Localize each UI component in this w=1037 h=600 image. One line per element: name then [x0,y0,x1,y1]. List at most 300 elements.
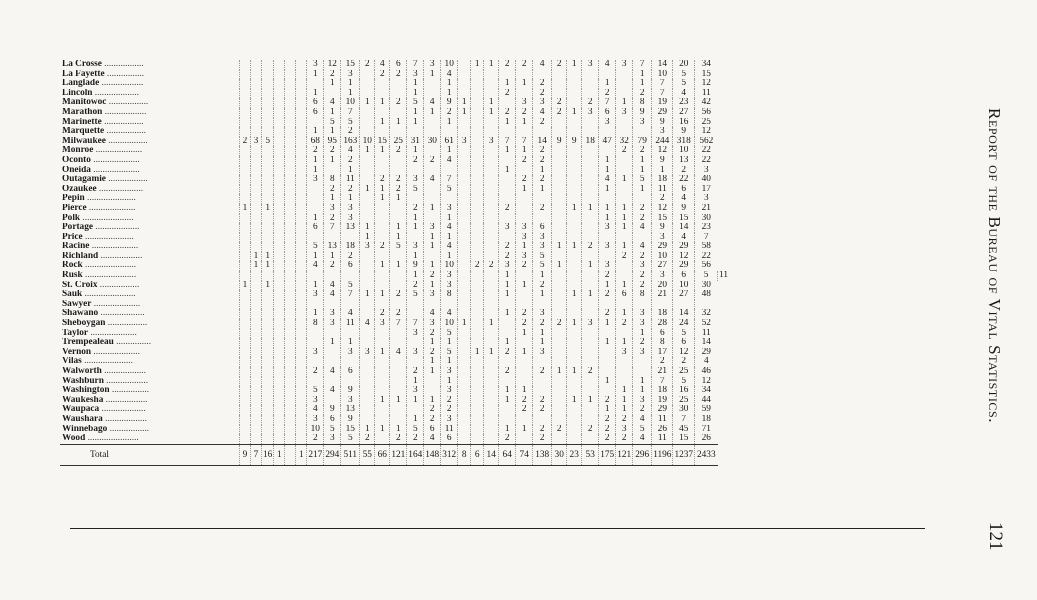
table-cell [484,300,499,310]
table-cell: 25 [390,137,407,147]
table-cell [484,252,499,262]
table-cell: 25 [673,396,695,406]
county-label: Richland [62,251,99,261]
table-cell: 1 [407,271,424,281]
table-cell [274,348,285,358]
table-cell [582,156,599,166]
table-cell: 1 [484,348,499,358]
table-cell: 4 [673,89,695,99]
table-cell: 2 [499,60,516,70]
county-name [60,434,240,444]
table-cell [471,156,484,166]
total-cell: 53 [582,444,599,465]
table-cell [360,357,375,367]
table-cell: 4 [599,60,616,70]
table-cell: 10 [341,98,360,108]
table-cell: 2 [582,98,599,108]
table-cell [251,357,262,367]
table-cell: 1 [582,261,599,271]
table-cell [484,204,499,214]
county-name [60,98,240,108]
table-cell: 2 [471,261,484,271]
table-cell [458,214,471,224]
table-cell: 1 [424,357,441,367]
table-cell: 18 [341,242,360,252]
table-cell [552,118,567,128]
table-cell: 31 [407,137,424,147]
table-cell: 1 [616,214,633,224]
table-cell [251,127,262,137]
total-cell: 8 [458,444,471,465]
table-cell: 2 [499,89,516,99]
table-cell [552,175,567,185]
table-cell [471,166,484,176]
table-cell: 12 [695,127,718,137]
table-cell: 17 [652,348,673,358]
table-cell: 1 [567,108,582,118]
table-cell: 5 [407,185,424,195]
table-cell: 244 [652,137,673,147]
table-cell: 30 [673,405,695,415]
table-cell: 1 [240,281,251,291]
table-cell [262,290,274,300]
table-cell [424,252,441,262]
dot-leader: .................. [102,107,147,117]
table-cell: 9 [441,98,458,108]
table-cell [251,204,262,214]
table-cell [484,70,499,80]
table-cell [251,367,262,377]
table-cell [499,194,516,204]
table-cell: 1 [499,118,516,128]
table-cell [424,194,441,204]
table-cell: 3 [533,98,552,108]
table-cell [499,415,516,425]
table-cell: 5 [673,79,695,89]
table-cell [458,118,471,128]
table-cell [240,319,251,329]
table-cell [484,290,499,300]
table-cell: 1 [360,223,375,233]
table-cell [616,194,633,204]
table-cell: 2 [324,214,341,224]
table-cell: 13 [324,242,341,252]
table-cell: 1 [324,338,341,348]
table-cell [251,79,262,89]
table-cell: 1 [407,118,424,128]
table-cell [471,281,484,291]
table-cell: 3 [407,329,424,339]
table-cell [296,425,307,435]
county-name [60,396,240,406]
table-cell [262,89,274,99]
table-cell: 2 [533,367,552,377]
table-row [60,79,729,89]
table-cell [262,127,274,137]
dot-leader: ................. [97,280,140,290]
table-cell: 1 [616,338,633,348]
table-cell [499,214,516,224]
table-cell [471,98,484,108]
table-cell [274,214,285,224]
table-cell [616,377,633,387]
table-cell: 8 [652,338,673,348]
dot-leader: ..................... [81,357,133,367]
table-cell [324,166,341,176]
table-cell: 8 [441,290,458,300]
table-cell [240,261,251,271]
table-cell [458,223,471,233]
table-row [60,281,729,291]
table-cell: 2 [616,146,633,156]
table-cell [274,108,285,118]
table-cell: 1 [407,396,424,406]
table-cell: 2 [633,204,652,214]
table-cell: 4 [441,70,458,80]
table-row [60,70,729,80]
table-cell [341,357,360,367]
table-cell [458,271,471,281]
table-cell: 3 [324,309,341,319]
table-cell [274,156,285,166]
table-cell: 29 [652,108,673,118]
table-cell [285,233,296,243]
table-cell: 22 [695,252,718,262]
table-cell [251,89,262,99]
table-cell: 1 [599,319,616,329]
table-cell: 22 [695,156,718,166]
table-cell [552,185,567,195]
table-cell [582,146,599,156]
table-cell: 2 [633,338,652,348]
table-cell [599,386,616,396]
table-cell [285,386,296,396]
table-cell: 1 [567,290,582,300]
dot-leader: .................. [98,251,143,261]
table-cell: 2 [599,290,616,300]
table-cell: 2 [424,271,441,281]
table-cell [285,108,296,118]
table-cell [251,425,262,435]
table-cell: 1 [407,223,424,233]
table-cell: 9 [652,156,673,166]
table-cell: 3 [499,223,516,233]
table-cell [599,233,616,243]
table-cell: 5 [441,329,458,339]
dot-leader: ................. [104,127,147,137]
table-cell: 71 [695,425,718,435]
table-cell: 318 [673,137,695,147]
table-cell [582,415,599,425]
table-cell: 30 [424,137,441,147]
table-cell: 7 [499,137,516,147]
table-cell: 2 [341,185,360,195]
table-cell: 1 [499,386,516,396]
table-cell [471,425,484,435]
table-cell: 12 [673,348,695,358]
county-name [60,118,240,128]
table-cell [251,156,262,166]
table-cell [274,434,285,444]
table-cell [307,300,324,310]
table-cell [307,329,324,339]
table-cell: 4 [441,156,458,166]
dot-leader: ................... [92,88,139,98]
table-cell [516,214,533,224]
table-cell: 1 [424,108,441,118]
table-cell [567,309,582,319]
table-cell [296,319,307,329]
table-cell [240,377,251,387]
table-cell: 5 [673,377,695,387]
table-cell [262,300,274,310]
table-cell: 1 [360,98,375,108]
table-cell: 11 [695,329,718,339]
running-head: Report of the Bureau of Vital Statistics. [985,108,1004,424]
table-cell: 1 [516,281,533,291]
table-cell [296,146,307,156]
table-cell [240,156,251,166]
table-cell: 2 [633,146,652,156]
table-cell [424,89,441,99]
table-cell [285,137,296,147]
table-cell [499,300,516,310]
table-cell [285,329,296,339]
table-cell: 2 [552,60,567,70]
table-cell [458,79,471,89]
table-cell: 2 [516,108,533,118]
table-cell [262,338,274,348]
table-cell [582,70,599,80]
total-label: Total [60,444,240,465]
table-cell [458,166,471,176]
table-cell: 2 [499,242,516,252]
table-cell: 4 [324,281,341,291]
table-cell: 95 [324,137,341,147]
table-cell: 1 [599,405,616,415]
table-cell: 4 [307,405,324,415]
table-cell [324,271,341,281]
table-cell: 1 [633,185,652,195]
table-cell [324,300,341,310]
table-row [60,118,729,128]
table-cell [285,367,296,377]
county-label: Marquette [62,127,105,137]
table-cell [324,377,341,387]
table-cell [458,348,471,358]
table-cell [582,405,599,415]
table-cell [240,233,251,243]
table-cell: 9 [567,137,582,147]
table-cell: 7 [695,233,718,243]
table-cell [360,79,375,89]
table-cell [516,194,533,204]
table-cell: 9 [673,127,695,137]
table-cell [582,175,599,185]
table-cell: 3 [307,415,324,425]
table-cell [307,185,324,195]
table-cell: 1 [240,204,251,214]
county-label: Rock [62,261,83,271]
table-cell [458,175,471,185]
table-cell [567,70,582,80]
table-cell: 1 [516,79,533,89]
table-cell [375,214,390,224]
county-label: Milwaukee [62,136,106,146]
table-cell: 1 [552,242,567,252]
table-cell: 2 [499,367,516,377]
dot-leader: .................... [90,155,140,165]
table-cell: 2 [633,271,652,281]
table-cell: 2 [307,434,324,444]
table-cell: 1 [307,156,324,166]
total-cell: 164 [407,444,424,465]
table-cell [360,166,375,176]
table-cell: 4 [341,309,360,319]
table-row [60,338,729,348]
table-cell [296,108,307,118]
table-cell [262,233,274,243]
table-cell: 1 [424,396,441,406]
table-cell [360,377,375,387]
table-cell [484,396,499,406]
table-cell: 13 [341,223,360,233]
table-row [60,175,729,185]
table-cell [285,271,296,281]
table-cell [567,79,582,89]
table-cell [274,98,285,108]
table-cell: 9 [552,137,567,147]
table-cell: 1 [516,386,533,396]
table-cell [616,89,633,99]
table-cell [262,70,274,80]
table-cell: 16 [673,118,695,128]
table-cell: 1 [616,204,633,214]
county-label: Manitowoc [62,98,107,108]
county-name [60,175,240,185]
table-cell: 9 [673,204,695,214]
table-cell [484,118,499,128]
table-cell: 1 [484,108,499,118]
table-cell: 1 [307,127,324,137]
table-cell [516,166,533,176]
table-cell: 1 [616,242,633,252]
table-cell [533,377,552,387]
table-cell: 6 [599,108,616,118]
table-cell [307,357,324,367]
table-cell: 1 [458,108,471,118]
table-row [60,396,729,406]
table-cell: 3 [324,434,341,444]
table-cell [274,60,285,70]
county-label: Winnebago [62,424,108,434]
table-cell: 1 [360,146,375,156]
table-cell [251,60,262,70]
table-cell [516,338,533,348]
table-cell [567,281,582,291]
table-cell: 2 [390,290,407,300]
table-cell [240,70,251,80]
table-cell [616,166,633,176]
table-cell [324,357,341,367]
table-cell: 1 [441,89,458,99]
table-cell [616,233,633,243]
table-cell [390,156,407,166]
table-cell [599,127,616,137]
table-cell: 1 [341,194,360,204]
table-cell [274,415,285,425]
table-cell: 1 [516,329,533,339]
table-cell: 2 [673,357,695,367]
table-cell [251,185,262,195]
table-cell: 6 [324,415,341,425]
county-label: Ozaukee [62,184,97,194]
table-cell [307,377,324,387]
table-cell: 1 [552,261,567,271]
table-cell: 1 [424,233,441,243]
table-cell [552,386,567,396]
table-cell: 1 [390,233,407,243]
table-cell: 7 [599,98,616,108]
table-cell: 2 [407,204,424,214]
table-cell [552,377,567,387]
table-cell: 5 [673,329,695,339]
table-cell: 5 [341,281,360,291]
table-cell: 1 [375,425,390,435]
table-cell: 4 [533,60,552,70]
table-cell [582,281,599,291]
table-cell: 9 [324,405,341,415]
table-cell: 2 [360,434,375,444]
table-cell: 1 [533,166,552,176]
table-cell [307,338,324,348]
county-label: Racine [62,242,90,252]
table-cell [262,194,274,204]
table-cell [533,415,552,425]
table-cell: 1 [599,338,616,348]
table-cell: 1 [360,425,375,435]
table-cell: 5 [407,290,424,300]
table-cell: 1 [360,233,375,243]
table-cell: 22 [695,146,718,156]
table-cell: 1 [458,319,471,329]
table-cell: 1 [262,261,274,271]
total-cell: 121 [390,444,407,465]
table-cell: 7 [441,175,458,185]
table-cell: 2 [516,261,533,271]
table-cell [296,70,307,80]
table-cell [567,156,582,166]
table-cell: 3 [324,319,341,329]
table-cell: 1 [262,281,274,291]
county-name [60,127,240,137]
table-cell [375,415,390,425]
table-cell [262,118,274,128]
table-bottom-rule [70,528,925,529]
table-cell: 10 [307,425,324,435]
table-cell [567,386,582,396]
dot-leader: ................. [105,136,148,146]
table-cell [251,415,262,425]
table-cell [240,425,251,435]
table-row [60,348,729,358]
table-cell: 1 [567,396,582,406]
table-cell: 16 [673,386,695,396]
table-cell [324,233,341,243]
table-cell: 5 [673,70,695,80]
table-cell [567,415,582,425]
table-cell [599,348,616,358]
